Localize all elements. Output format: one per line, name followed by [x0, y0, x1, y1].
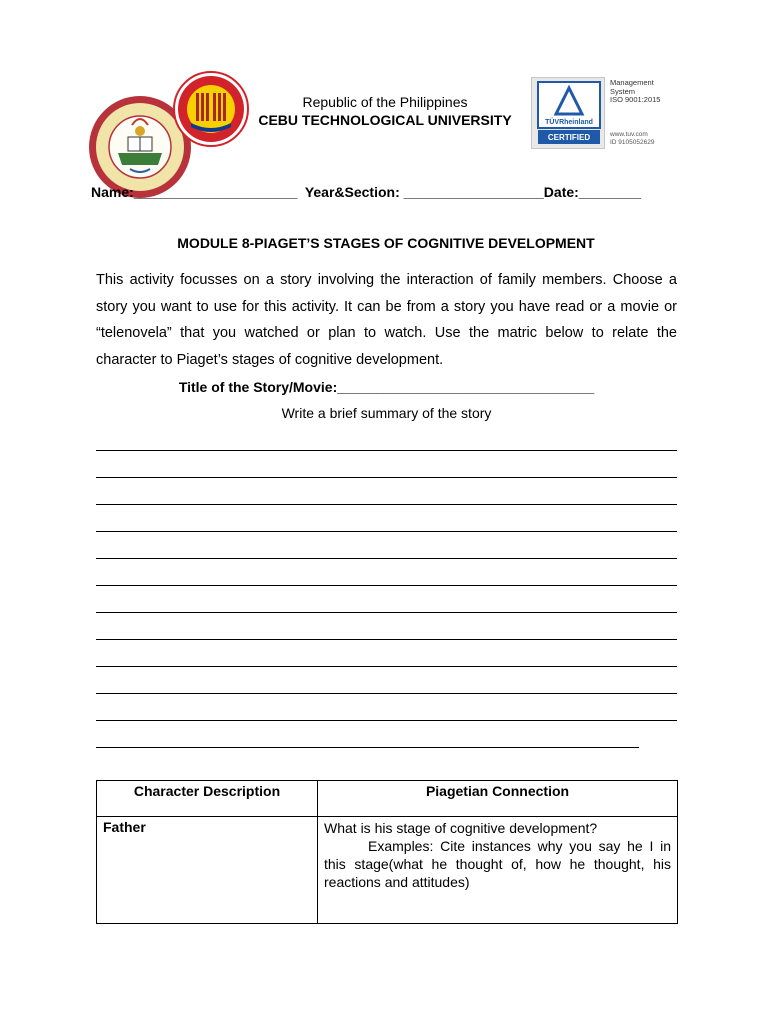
connection-cell	[318, 817, 678, 924]
character-cell: Father	[97, 817, 318, 924]
republic-heading: Republic of the Philippines	[302, 94, 468, 110]
tuv-logo	[531, 77, 605, 149]
writing-line	[96, 457, 677, 484]
university-name: CEBU TECHNOLOGICAL UNIVERSITY	[258, 112, 512, 128]
cert-id-text: www.tuv.com ID 9105052629	[610, 131, 655, 146]
svg-text:TÜVRheinland: TÜVRheinland	[545, 119, 593, 126]
writing-line	[96, 565, 677, 592]
writing-line	[96, 484, 677, 511]
table-header-row	[97, 781, 678, 817]
character-description-header: Character Description	[97, 781, 318, 817]
iso-certification-badge	[531, 77, 678, 149]
story-title-field: Title of the Story/Movie:_________________________________	[178, 379, 595, 395]
module-title: MODULE 8-PIAGET’S STAGES OF COGNITIVE DEVELOPMENT	[177, 235, 595, 251]
student-info-line: Name:_____________________ Year&Section: __________________Date:________	[91, 184, 642, 200]
writing-line	[96, 538, 677, 565]
writing-line	[96, 511, 677, 538]
cert-management-text: Management System ISO 9001:2015	[610, 78, 661, 104]
summary-writing-lines	[96, 430, 677, 754]
piaget-matrix-table	[96, 780, 678, 924]
svg-text:CERTIFIED: CERTIFIED	[547, 133, 591, 142]
writing-line	[96, 727, 677, 754]
examples-text: Examples: Cite instances why you say he I in this stage(what he thought of, how he thought, his reactions and attitudes)	[324, 838, 671, 890]
writing-line	[96, 592, 677, 619]
writing-line	[96, 646, 677, 673]
piagetian-connection-header: Piagetian Connection	[318, 781, 678, 817]
tuv-triangle-icon	[532, 78, 606, 150]
asean-emblem-logo	[173, 71, 249, 147]
activity-instructions: This activity focusses on a story involving the interaction of family members. Choose a story you want to use for this activity. It can be from a story you have read or a movie or “telenovela” that you watched or plan to watch. Use the matric below to relate the character to Piaget’s stages of cognitive development.	[96, 272, 677, 368]
writing-line	[96, 619, 677, 646]
writing-line	[96, 673, 677, 700]
writing-line	[96, 430, 677, 457]
writing-line	[96, 700, 677, 727]
summary-label: Write a brief summary of the story	[281, 405, 492, 421]
stage-question: What is his stage of cognitive development?	[324, 820, 598, 836]
table-row	[97, 817, 678, 924]
